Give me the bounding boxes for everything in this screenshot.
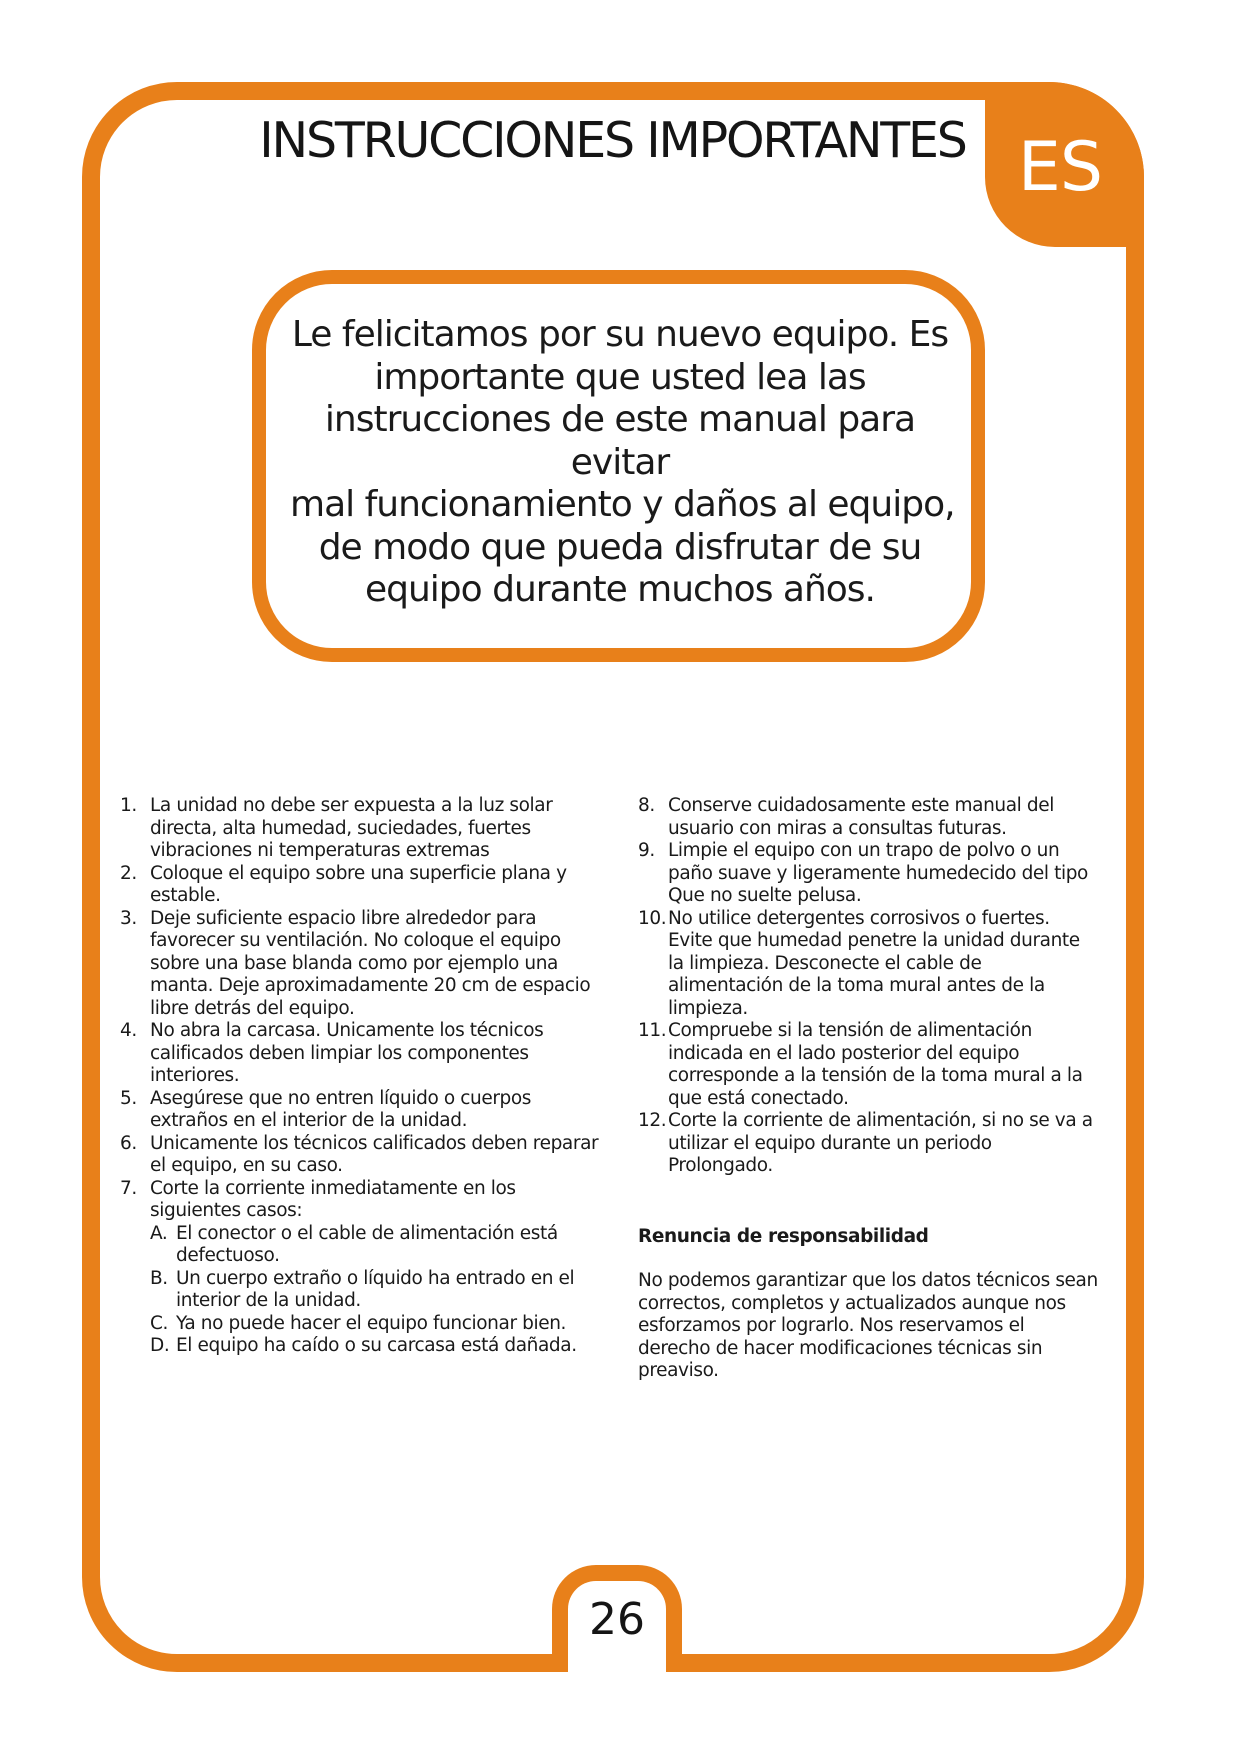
instruction-number: 8. [638,795,655,816]
instructions-left-column [120,795,600,1358]
instruction-number: 9. [638,840,655,861]
instruction-number: 6. [120,1132,137,1154]
instruction-item [120,1178,600,1358]
instruction-number: 2. [120,862,137,884]
instruction-item [120,908,600,1021]
instruction-number: 1. [120,795,137,816]
instruction-number: 10. [638,907,667,929]
sub-item-text: Un cuerpo extraño o líquido ha entrado en el interior de la unidad. [176,1267,575,1311]
instruction-number: 4. [120,1020,137,1041]
instruction-item [638,1020,1098,1110]
sub-item-list [150,1223,600,1358]
instruction-text: Conserve cuidadosamente este manual del usuario con miras a consultas futuras. [668,795,1054,839]
page-title: INSTRUCCIONES IMPORTANTES [259,112,966,169]
intro-line: de modo que pueda disfrutar de su [318,526,922,568]
sub-item-letter: A. [150,1222,168,1244]
instruction-text: Limpie el equipo con un trapo de polvo o un paño suave y ligeramente humedecido del tipo Que no suelte pelusa. [668,840,1088,906]
sub-item [150,1223,600,1268]
sub-item-text: Ya no puede hacer el equipo funcionar bien. [176,1312,566,1334]
instructions-right-column [638,795,1098,1383]
instruction-item [120,1020,600,1088]
instruction-text: Asegúrese que no entren líquido o cuerpos extraños en el interior de la unidad. [150,1087,532,1131]
intro-line: equipo durante muchos años. [364,569,875,610]
instruction-text: No utilice detergentes corrosivos o fuertes. Evite que humedad penetre la unidad durante la limpieza. Desconecte el cable de alimentación de la toma mural antes de la limpieza. [668,907,1080,1019]
instruction-text: Compruebe si la tensión de alimentación indicada en el lado posterior del equipo corresponde a la tensión de la toma mural a la que está conectado. [668,1020,1083,1109]
instruction-item [638,795,1098,840]
instruction-text: No abra la carcasa. Unicamente los técnicos calificados deben limpiar los componentes interiores. [150,1020,544,1086]
sub-item-letter: C. [150,1312,168,1334]
instruction-text: Corte la corriente inmediatamente en los siguientes casos: [150,1177,516,1221]
instruction-number: 12. [638,1110,667,1131]
instruction-text: Corte la corriente de alimentación, si no se va a utilizar el equipo durante un periodo Prolongado. [668,1110,1093,1176]
intro-line: evitar [570,441,670,483]
instruction-item [638,1110,1098,1178]
sub-item-letter: B. [150,1267,168,1289]
instruction-text: Coloque el equipo sobre una superficie plana y estable. [150,862,567,906]
sub-item-text: El equipo ha caído o su carcasa está dañada. [176,1335,577,1356]
instruction-number: 11. [638,1020,667,1041]
instruction-item [120,1133,600,1178]
instruction-item [638,908,1098,1021]
intro-line: Le felicitamos por su nuevo equipo. Es [291,314,949,355]
intro-text [290,314,955,612]
instruction-text: La unidad no debe ser expuesta a la luz solar directa, alta humedad, suciedades, fuertes vibraciones ni temperaturas extremas [150,795,553,861]
sub-item-letter: D. [150,1335,170,1356]
instruction-number: 3. [120,907,137,929]
instruction-number: 5. [120,1087,137,1109]
instruction-item [120,863,600,908]
intro-line: mal funcionamiento y daños al equipo, [290,484,955,525]
instruction-item [638,840,1098,908]
language-code: ES [1017,128,1103,207]
intro-line: instrucciones de este manual para [324,399,916,440]
disclaimer-title: Renuncia de responsabilidad [638,1225,929,1247]
instruction-number: 7. [120,1177,137,1199]
instruction-item [120,795,600,863]
sub-item-text: El conector o el cable de alimentación está defectuoso. [176,1222,558,1266]
instruction-text: Unicamente los técnicos calificados deben reparar el equipo, en su caso. [150,1132,599,1176]
sub-item [150,1268,600,1313]
instruction-item [120,1088,600,1133]
sub-item [150,1335,600,1358]
disclaimer-body: No podemos garantizar que los datos técnicos sean correctos, completos y actualizados aunque nos esforzamos por lograrlo. Nos reservamos el derecho de hacer modificaciones técnicas sin preaviso. [638,1270,1098,1381]
page-number: 26 [589,1594,645,1645]
instruction-text: Deje suficiente espacio libre alrededor para favorecer su ventilación. No coloque el equipo sobre una base blanda como por ejemplo una manta. Deje aproximadamente 20 cm de espacio libre detrás del equipo. [150,907,591,1019]
intro-line: importante que usted lea las [374,356,866,398]
sub-item [150,1313,600,1336]
